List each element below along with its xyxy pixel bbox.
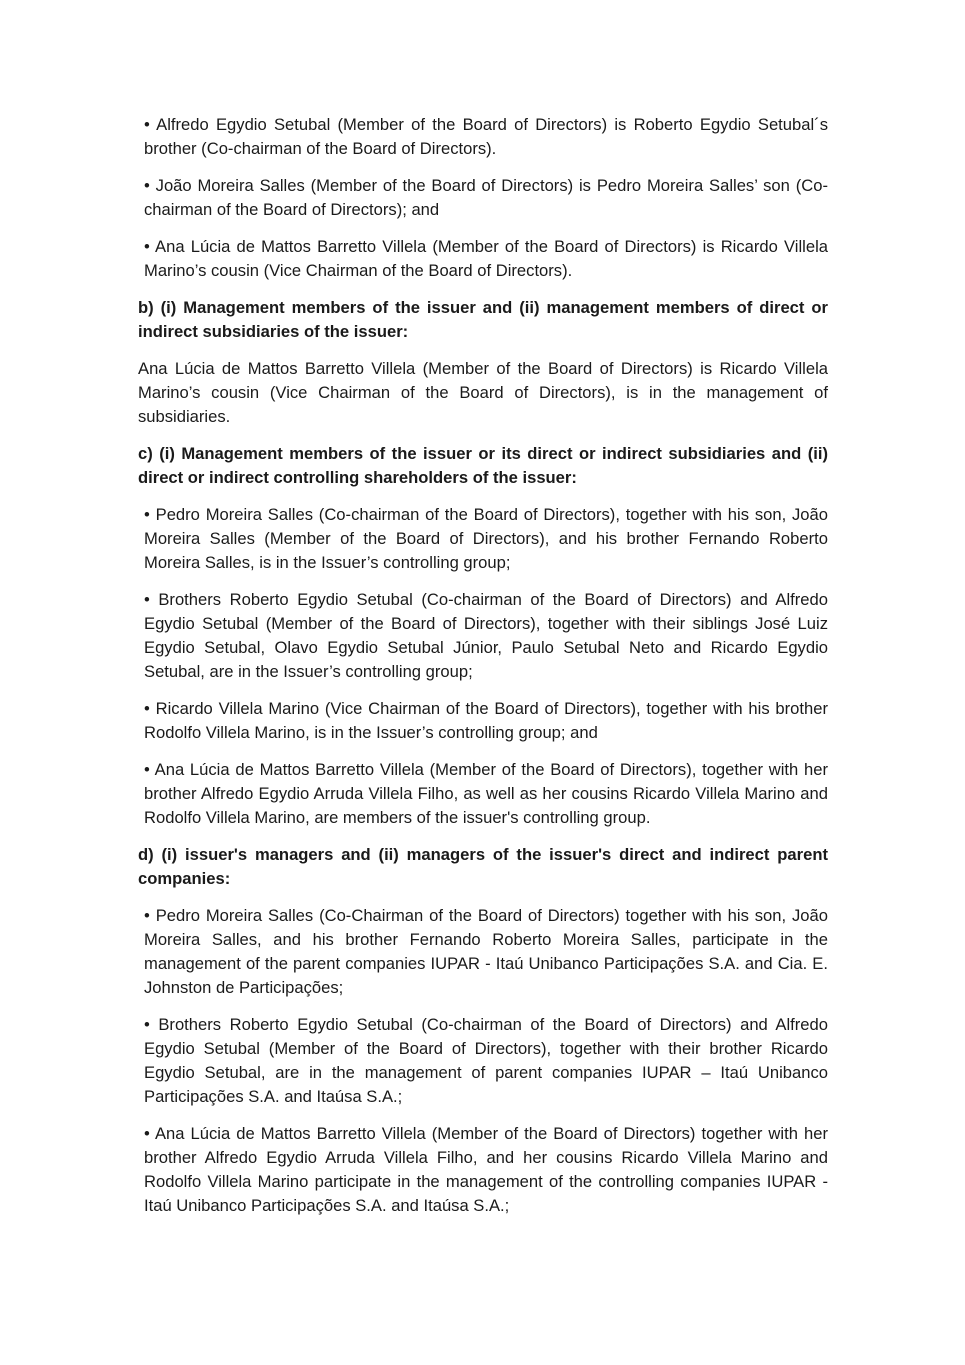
- section-a-bullet-2: • João Moreira Salles (Member of the Board of Directors) is Pedro Moreira Salles’ son (Co-chairman of the Board of Directors); and: [144, 176, 828, 219]
- section-b-heading: b) (i) Management members of the issuer and (ii) management members of direct or indirect subsidiaries of the issuer:: [138, 298, 828, 341]
- section-c-bullet-4: • Ana Lúcia de Mattos Barretto Villela (Member of the Board of Directors), together with her brother Alfredo Egydio Arruda Villela Filho, as well as her cousins Ricardo Villela Marino and Rodolfo Villela Marino, are members of the issuer's controlling group.: [144, 760, 828, 827]
- section-c-bullet-2: • Brothers Roberto Egydio Setubal (Co-chairman of the Board of Directors) and Alfredo Egydio Setubal (Member of the Board of Directors), together with their siblings José Luiz Egydio Setubal, Olavo Egydio Setubal Júnior, Paulo Setubal Neto and Ricardo Egydio Setubal, are in the Issuer’s controlling group;: [144, 590, 828, 681]
- section-d-heading: d) (i) issuer's managers and (ii) managers of the issuer's direct and indirect parent companies:: [138, 845, 828, 888]
- section-a-bullet-1: • Alfredo Egydio Setubal (Member of the Board of Directors) is Roberto Egydio Setubal´s brother (Co-chairman of the Board of Directors).: [144, 115, 828, 158]
- section-d-bullet-2: • Brothers Roberto Egydio Setubal (Co-chairman of the Board of Directors) and Alfredo Egydio Setubal (Member of the Board of Directors), together with their brother Ricardo Egydio Setubal, are in the management of parent companies IUPAR – Itaú Unibanco Participações S.A. and Itaúsa S.A.;: [144, 1015, 828, 1106]
- section-d-bullet-3: • Ana Lúcia de Mattos Barretto Villela (Member of the Board of Directors) together with her brother Alfredo Egydio Arruda Villela Filho, and her cousins Ricardo Villela Marino and Rodolfo Villela Marino participate in the management of the controlling companies IUPAR - Itaú Unibanco Participações S.A. and Itaúsa S.A.;: [144, 1124, 828, 1215]
- section-d-bullet-1: • Pedro Moreira Salles (Co-Chairman of the Board of Directors) together with his son, João Moreira Salles, and his brother Fernando Roberto Moreira Salles, participate in the management of the parent companies IUPAR - Itaú Unibanco Participações S.A. and Cia. E. Johnston de Participações;: [144, 906, 828, 997]
- section-b-text: Ana Lúcia de Mattos Barretto Villela (Member of the Board of Directors) is Ricardo Villela Marino’s cousin (Vice Chairman of the Board of Directors), is in the management of subsidiaries.: [138, 359, 828, 426]
- section-c-bullet-3: • Ricardo Villela Marino (Vice Chairman of the Board of Directors), together with his brother Rodolfo Villela Marino, is in the Issuer’s controlling group; and: [144, 699, 828, 742]
- section-c-bullet-1: • Pedro Moreira Salles (Co-chairman of the Board of Directors), together with his son, João Moreira Salles (Member of the Board of Directors), and his brother Fernando Roberto Moreira Salles, is in the Issuer’s controlling group;: [144, 505, 828, 572]
- section-c-heading: c) (i) Management members of the issuer or its direct or indirect subsidiaries and (ii) direct or indirect controlling shareholders of the issuer:: [138, 444, 828, 487]
- document-page: [138, 113, 828, 1231]
- section-a-bullet-3: • Ana Lúcia de Mattos Barretto Villela (Member of the Board of Directors) is Ricardo Villela Marino’s cousin (Vice Chairman of the Board of Directors).: [144, 237, 828, 280]
